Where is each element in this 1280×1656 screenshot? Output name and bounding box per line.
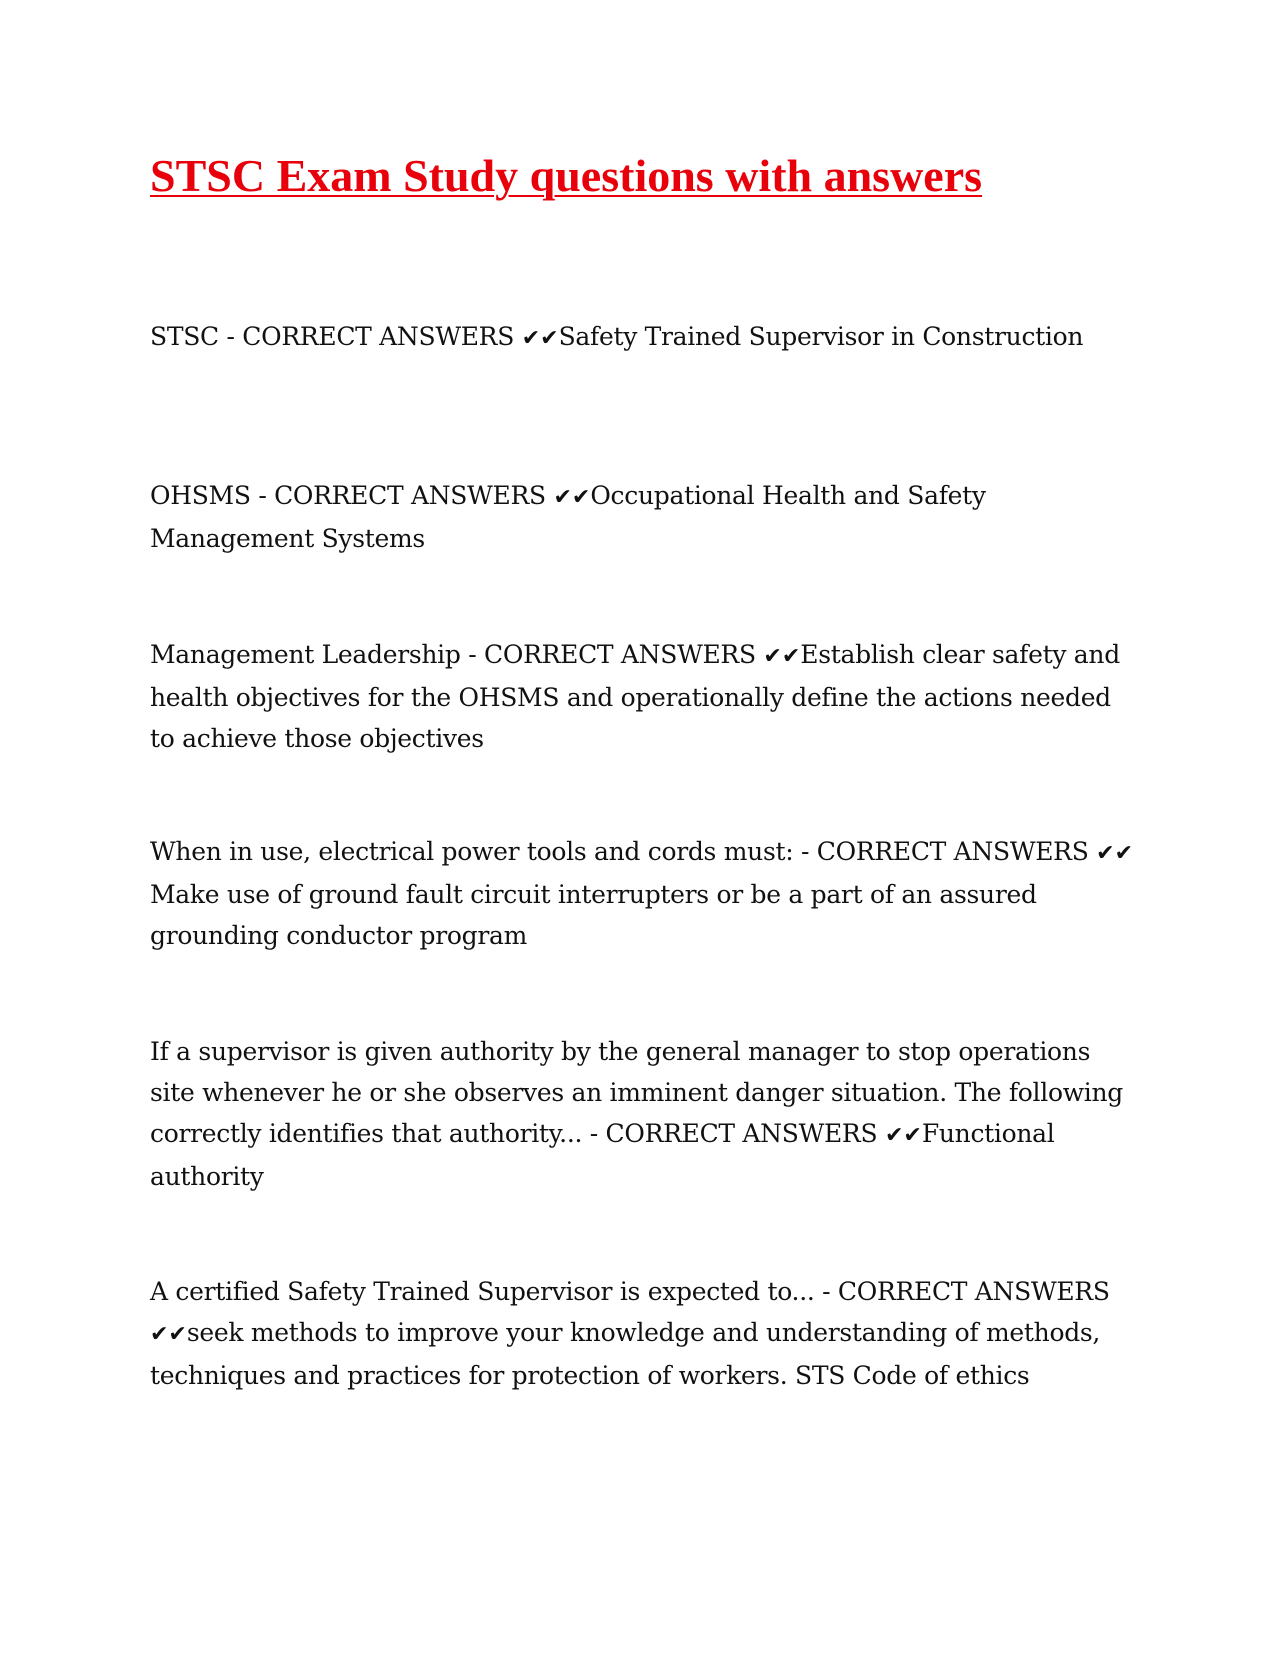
qa-item — [150, 831, 1135, 956]
answer-marker: - CORRECT ANSWERS — [801, 837, 1089, 866]
answer-marker: - CORRECT ANSWERS — [589, 1119, 878, 1148]
answer-marker: - CORRECT ANSWERS — [226, 322, 515, 351]
question-text: STSC — [150, 322, 219, 351]
double-check-icon: ✔✔ — [884, 1123, 922, 1148]
double-check-icon: ✔✔ — [1096, 841, 1134, 866]
answer-text: Functional authority — [150, 1119, 1055, 1191]
qa-item — [150, 634, 1135, 759]
question-text: Management Leadership — [150, 640, 461, 669]
qa-item — [150, 1271, 1135, 1396]
answer-text: seek methods to improve your knowledge and understanding of methods, techniques and practices for protection of workers. STS Code of ethics — [150, 1318, 1101, 1390]
answer-marker: - CORRECT ANSWERS — [258, 481, 546, 510]
double-check-icon: ✔✔ — [521, 326, 559, 351]
question-text: A certified Safety Trained Supervisor is expected to... — [150, 1277, 815, 1306]
document-title: STSC Exam Study questions with answers — [150, 150, 983, 201]
question-text: OHSMS — [150, 481, 251, 510]
answer-marker: - CORRECT ANSWERS — [822, 1277, 1110, 1306]
answer-text: Make use of ground fault circuit interrupters or be a part of an assured grounding conductor program — [150, 880, 1037, 950]
qa-item — [150, 316, 1135, 359]
question-text: When in use, electrical power tools and cords must: — [150, 837, 794, 866]
answer-text: Occupational Health and Safety Management Systems — [150, 481, 986, 553]
double-check-icon: ✔✔ — [553, 485, 591, 510]
question-text: If a supervisor is given authority by the general manager to stop operations site whenever he or she observes an imminent danger situation. The following correctly identifies that authority... — [150, 1037, 1123, 1148]
answer-marker: - CORRECT ANSWERS — [468, 640, 756, 669]
qa-item — [150, 1031, 1135, 1197]
qa-item — [150, 475, 1135, 559]
double-check-icon: ✔✔ — [763, 644, 801, 669]
answer-text: Safety Trained Supervisor in Construction — [558, 322, 1084, 351]
answer-text: Establish clear safety and health objectives for the OHSMS and operationally define the actions needed to achieve those objectives — [150, 640, 1120, 753]
double-check-icon: ✔✔ — [150, 1322, 187, 1347]
